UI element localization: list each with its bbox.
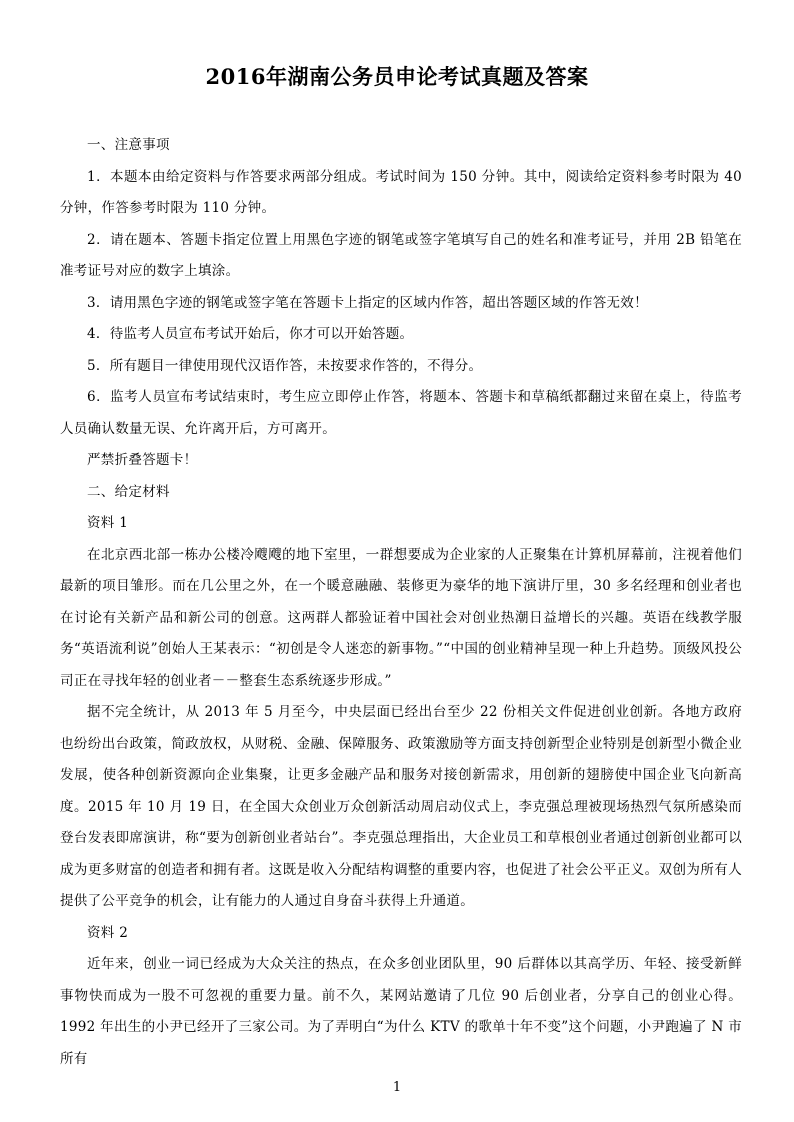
note-item: 2．请在题本、答题卡指定位置上用黑色字迹的钢笔或签字笔填写自己的姓名和准考证号，并用 2B 铅笔在准考证号对应的数字上填涂。 [60, 231, 742, 279]
material-paragraph: 据不完全统计，从 2013 年 5 月至今，中央层面已经出台至少 22 份相关文件促进创业创新。各地方政府也纷纷出台政策，简政放权，从财税、金融、保障服务、政策激励等方面支持创新型企业特别是创新型小微企业发展，使各种创新资源向企业集聚，让更多金融产品和服务对接创新需求，用创新的翅膀使中国企业飞向新高度。2015 年 10 月 19 日，在全国大众创业万众创新活动周启动仪式上，李克强总理被现场热烈气氛所感染而登台发表即席演讲，称“要为创新创业者站台”。李克强总理指出，大企业员工和草根创业者通过创新创业都可以成为更多财富的创造者和拥有者。这既是收入分配结构调整的重要内容，也促进了社会公平正义。双创为所有人提供了公平竞争的机会，让有能力的人通过自身奋斗获得上升通道。 [60, 704, 742, 909]
material-label: 资料 2 [87, 924, 129, 941]
section-heading-notes: 一、注意事项 [87, 137, 170, 153]
document-body [60, 130, 742, 1075]
section-heading-materials: 二、给定材料 [87, 483, 170, 500]
note-item: 6．监考人员宣布考试结束时，考生应立即停止作答，将题本、答题卡和草稿纸都翻过来留在桌上，待监考人员确认数量无误、允许离开后，方可离开。 [60, 389, 742, 437]
warning-text: 严禁折叠答题卡！ [87, 452, 198, 468]
page-number: 1 [392, 1080, 402, 1095]
material-paragraph: 近年来，创业一词已经成为大众关注的热点，在众多创业团队里，90 后群体以其高学历、年轻、接受新鲜事物快而成为一股不可忽视的重要力量。前不久，某网站邀请了几位 90 后创业者，分享自己的创业心得。1992 年出生的小尹已经开了三家公司。为了弄明白“为什么 KTV 的歌单十年不变”这个问题，小尹跑遍了 N 市所有 [60, 956, 742, 1067]
material-label: 资料 1 [87, 515, 129, 531]
note-item: 5．所有题目一律使用现代汉语作答，未按要求作答的，不得分。 [87, 357, 483, 374]
note-item: 4．待监考人员宣布考试开始后，你才可以开始答题。 [87, 326, 414, 342]
document-title: 2016年湖南公务员申论考试真题及答案 [205, 64, 589, 89]
note-item: 1．本题本由给定资料与作答要求两部分组成。考试时间为 150 分钟。其中，阅读给定资料参考时限为 40 分钟，作答参考时限为 110 分钟。 [60, 168, 742, 216]
material-paragraph: 在北京西北部一栋办公楼冷飕飕的地下室里，一群想要成为企业家的人正聚集在计算机屏幕前，注视着他们最新的项目雏形。而在几公里之外，在一个暖意融融、装修更为豪华的地下演讲厅里，30 多名经理和创业者也在讨论有关新产品和新公司的创意。这两群人都验证着中国社会对创业热潮日益增长的兴趣。英语在线教学服务“英语流利说”创始人王某表示：“初创是令人迷恋的新事物。”“中国的创业精神呈现一种上升趋势。顶级风投公司正在寻找年轻的创业者－－整套生态系统逐步形成。” [60, 546, 742, 689]
note-item: 3．请用黑色字迹的钢笔或签字笔在答题卡上指定的区域内作答，超出答题区域的作答无效！ [87, 294, 648, 311]
